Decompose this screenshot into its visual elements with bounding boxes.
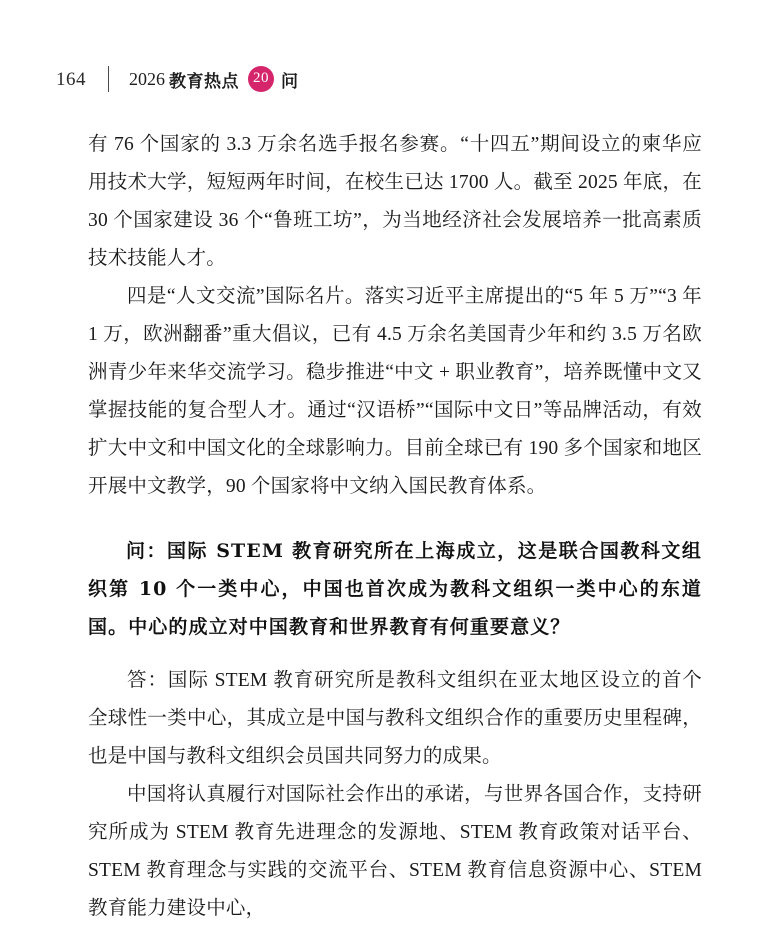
paragraph-cultural-exchange: 四是“人文交流”国际名片。落实习近平主席提出的“5 年 5 万”“3 年 1 万，欧洲翻番”重大倡议，已有 4.5 万余名美国青少年和约 3.5 万名欧洲青少年来华交流学习。稳步推进“中文 + 职业教育”，培养既懂中文又掌握技能的复合型人才。通过“汉语桥”“国际中文日”等品牌活动，有效扩大中文和中国文化的全球影响力。目前全球已有 190 多个国家和地区开展中文教学，90 个国家将中文纳入国民教育体系。	[88, 286, 702, 497]
title-topic: 教育热点	[169, 71, 239, 92]
text-column	[88, 126, 702, 928]
answer-paragraph-1: 答：国际 STEM 教育研究所是教科文组织在亚太地区设立的首个全球性一类中心，其成立是中国与教科文组织合作的重要历史里程碑，也是中国与教科文组织会员国共同努力的成果。	[88, 670, 702, 767]
title-number-badge: 20	[248, 66, 274, 92]
book-title	[129, 66, 299, 92]
paragraph-vocational-cooperation: 有 76 个国家的 3.3 万余名选手报名参赛。“十四五”期间设立的柬华应用技术大学，短短两年时间，在校生已达 1700 人。截至 2025 年底，在 30 个国家建设 36 个“鲁班工坊”，为当地经济社会发展培养一批高素质技术技能人才。	[88, 134, 702, 269]
question-block: 问：国际 STEM 教育研究所在上海成立，这是联合国教科文组织第 10 个一类中心，中国也首次成为教科文组织一类中心的东道国。中心的成立对中国教育和世界教育有何重要意义？	[88, 540, 702, 638]
answer-paragraph-2: 中国将认真履行对国际社会作出的承诺，与世界各国合作，支持研究所成为 STEM 教育先进理念的发源地、STEM 教育政策对话平台、STEM 教育理念与实践的交流平台、STEM 教育信息资源中心、STEM 教育能力建设中心，	[88, 784, 702, 919]
header-divider	[108, 66, 109, 92]
running-head	[56, 62, 299, 96]
page-number: 164	[56, 68, 86, 90]
title-year: 2026	[129, 68, 165, 89]
title-suffix: 问	[281, 71, 299, 92]
